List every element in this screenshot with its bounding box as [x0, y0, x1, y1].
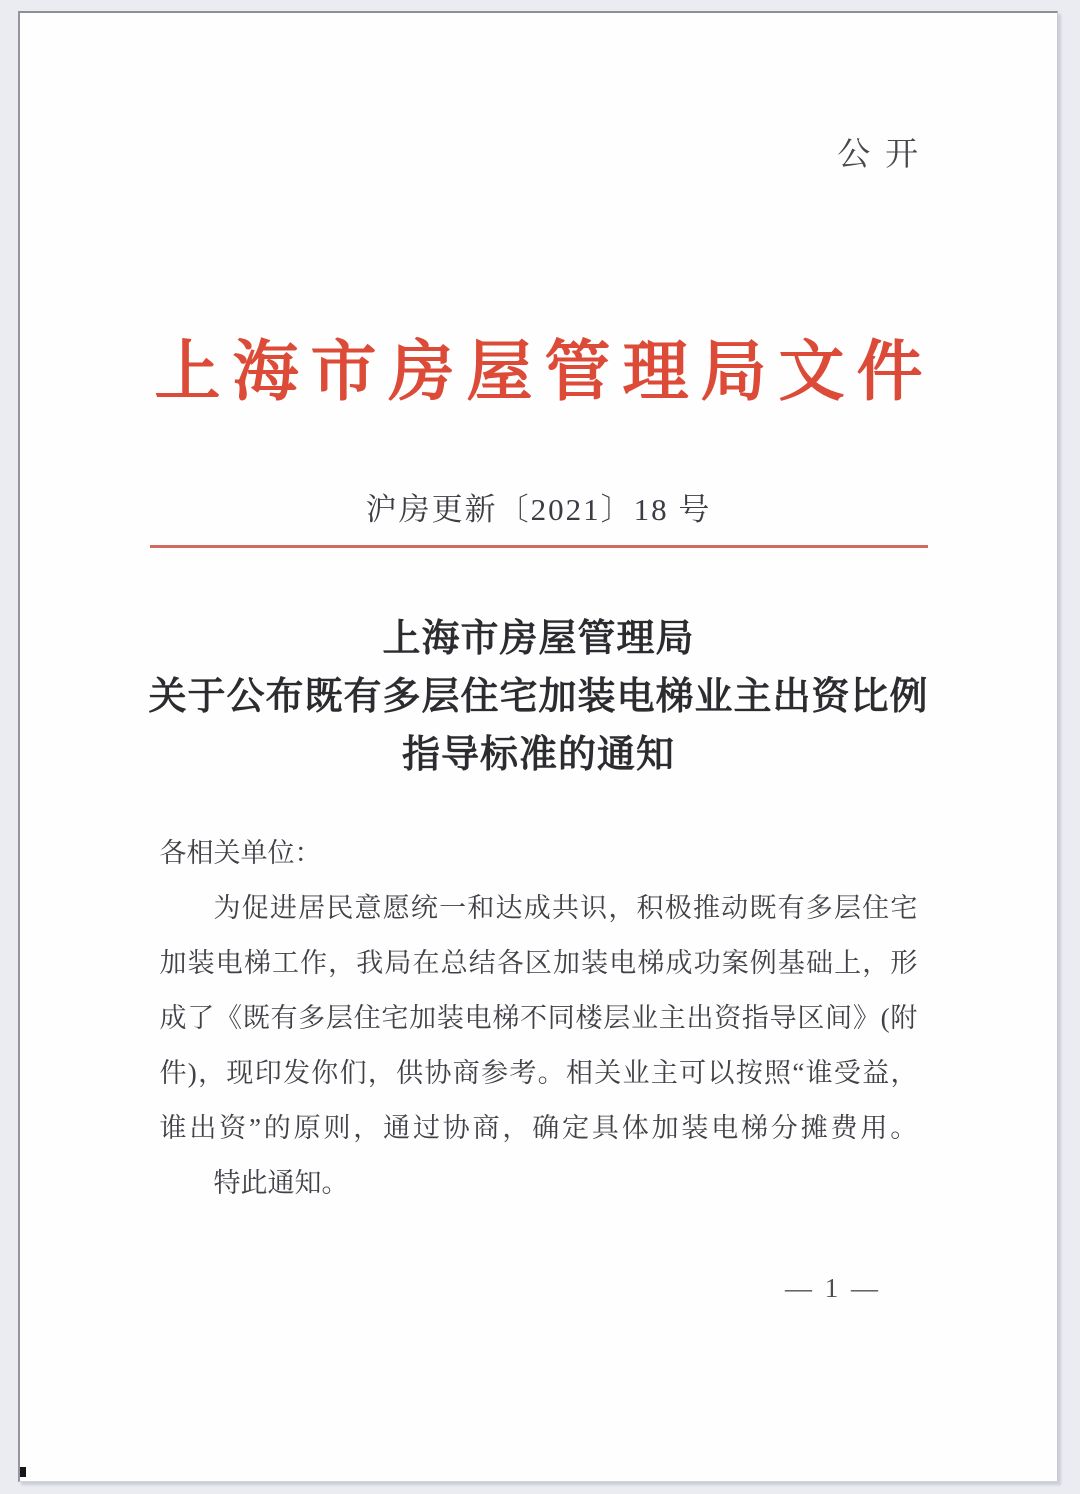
document-number: 沪房更新〔2021〕18 号	[365, 492, 712, 527]
classification-marking: 公开	[837, 137, 933, 173]
paragraph-line: 谁 出 资 ” 的 原 则 ， 通 过 协 商 ， 确 定 具 体 加 装 电 梯 分 摊 费 用 。	[159, 1113, 918, 1143]
scan-artifact-dot	[20, 1467, 26, 1477]
salutation: 各相关单位：	[159, 838, 322, 868]
document-page	[18, 11, 1058, 1482]
paragraph-line: 为 促 进 居 民 意 愿 统 一 和 达 成 共 识 ， 积 极 推 动 既 有 多 层 住 宅	[213, 893, 918, 923]
paragraph-line: 件 ) ， 现 印 发 你 们 ， 供 协 商 参 考 。 相 关 业 主 可 以 按 照 “ 谁 受 益 ，	[159, 1058, 918, 1088]
document-title	[20, 610, 1057, 784]
paragraph-line: 成 了 《 既 有 多 层 住 宅 加 装 电 梯 不 同 楼 层 业 主 出 资 指 导 区 间 》 ( 附	[159, 1003, 918, 1033]
page-number: — 1 —	[785, 1273, 881, 1303]
closing-line: 特此通知。	[213, 1168, 349, 1198]
title-line-3: 指导标准的通知	[401, 734, 675, 776]
document-body	[160, 826, 918, 1211]
title-line-1: 上海市房屋管理局	[382, 618, 695, 660]
title-line-2: 关于公布既有多层住宅加装电梯业主出资比例	[148, 676, 929, 718]
agency-header-red-title: 上海市房屋管理局文件	[154, 336, 935, 409]
paragraph-line: 加 装 电 梯 工 作 ， 我 局 在 总 结 各 区 加 装 电 梯 成 功 案 例 基 础 上 ， 形	[159, 948, 918, 978]
red-divider-rule	[150, 545, 928, 548]
